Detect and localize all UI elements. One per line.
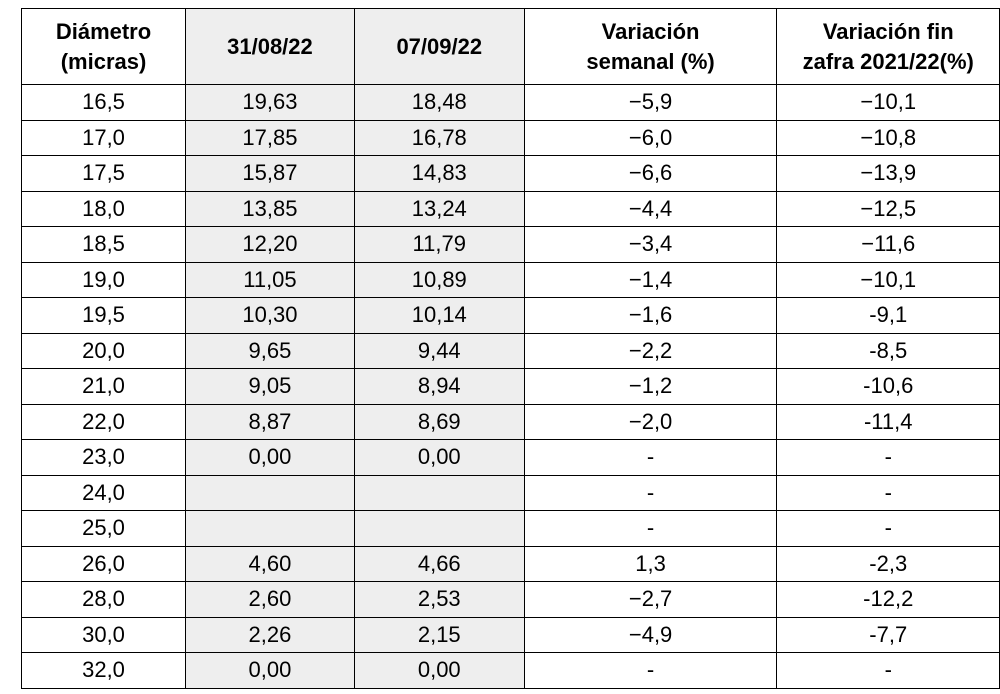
- diameter-cell: 23,0: [22, 440, 186, 476]
- date-2-cell: [354, 475, 524, 511]
- micron-price-table: [21, 8, 1000, 689]
- date-2-cell: 0,00: [354, 440, 524, 476]
- table-row: [22, 653, 1000, 689]
- date-2-cell: 14,83: [354, 156, 524, 192]
- table-row: [22, 546, 1000, 582]
- table-row: [22, 475, 1000, 511]
- season-variation-cell: −10,8: [777, 120, 1000, 156]
- table-row: [22, 617, 1000, 653]
- season-variation-cell: −10,1: [777, 85, 1000, 121]
- table-row: [22, 85, 1000, 121]
- table-body: [22, 85, 1000, 689]
- table-row: [22, 298, 1000, 334]
- date-1-cell: 15,87: [186, 156, 355, 192]
- table-row: [22, 191, 1000, 227]
- season-variation-cell: -10,6: [777, 369, 1000, 405]
- weekly-variation-cell: −2,0: [524, 404, 777, 440]
- date-1-cell: 4,60: [186, 546, 355, 582]
- date-1-cell: 12,20: [186, 227, 355, 263]
- diameter-cell: 19,5: [22, 298, 186, 334]
- weekly-variation-cell: −2,7: [524, 582, 777, 618]
- season-variation-cell: -8,5: [777, 333, 1000, 369]
- table-row: [22, 404, 1000, 440]
- table-row: [22, 369, 1000, 405]
- diameter-cell: 26,0: [22, 546, 186, 582]
- date-2-cell: [354, 511, 524, 547]
- table-row: [22, 440, 1000, 476]
- table-row: [22, 511, 1000, 547]
- date-1-cell: 19,63: [186, 85, 355, 121]
- date-2-cell: 0,00: [354, 653, 524, 689]
- date-2-cell: 8,69: [354, 404, 524, 440]
- weekly-variation-cell: 1,3: [524, 546, 777, 582]
- season-variation-cell: -2,3: [777, 546, 1000, 582]
- table-row: [22, 156, 1000, 192]
- date-1-cell: [186, 511, 355, 547]
- date-2-cell: 8,94: [354, 369, 524, 405]
- header-weekly-variation: Variación semanal (%): [524, 9, 777, 85]
- date-1-cell: 10,30: [186, 298, 355, 334]
- header-date-2: 07/09/22: [354, 9, 524, 85]
- date-2-cell: 10,14: [354, 298, 524, 334]
- date-2-cell: 11,79: [354, 227, 524, 263]
- diameter-cell: 17,0: [22, 120, 186, 156]
- date-1-cell: 9,65: [186, 333, 355, 369]
- date-1-cell: 17,85: [186, 120, 355, 156]
- weekly-variation-cell: −1,6: [524, 298, 777, 334]
- header-date-1: 31/08/22: [186, 9, 355, 85]
- date-1-cell: [186, 475, 355, 511]
- header-row: [22, 9, 1000, 85]
- diameter-cell: 28,0: [22, 582, 186, 618]
- table-row: [22, 120, 1000, 156]
- season-variation-cell: −12,5: [777, 191, 1000, 227]
- date-1-cell: 11,05: [186, 262, 355, 298]
- weekly-variation-cell: −3,4: [524, 227, 777, 263]
- weekly-variation-cell: -: [524, 475, 777, 511]
- diameter-cell: 21,0: [22, 369, 186, 405]
- season-variation-cell: -: [777, 440, 1000, 476]
- weekly-variation-cell: −1,2: [524, 369, 777, 405]
- diameter-cell: 24,0: [22, 475, 186, 511]
- weekly-variation-cell: −4,9: [524, 617, 777, 653]
- date-2-cell: 13,24: [354, 191, 524, 227]
- header-season-variation: Variación fin zafra 2021/22(%): [777, 9, 1000, 85]
- diameter-cell: 18,5: [22, 227, 186, 263]
- season-variation-cell: -11,4: [777, 404, 1000, 440]
- date-2-cell: 4,66: [354, 546, 524, 582]
- season-variation-cell: -: [777, 653, 1000, 689]
- table-row: [22, 227, 1000, 263]
- date-2-cell: 2,15: [354, 617, 524, 653]
- season-variation-cell: −11,6: [777, 227, 1000, 263]
- date-1-cell: 13,85: [186, 191, 355, 227]
- weekly-variation-cell: −4,4: [524, 191, 777, 227]
- table-row: [22, 262, 1000, 298]
- season-variation-cell: -: [777, 511, 1000, 547]
- date-2-cell: 16,78: [354, 120, 524, 156]
- diameter-cell: 16,5: [22, 85, 186, 121]
- date-1-cell: 2,26: [186, 617, 355, 653]
- diameter-cell: 17,5: [22, 156, 186, 192]
- weekly-variation-cell: −6,0: [524, 120, 777, 156]
- date-2-cell: 18,48: [354, 85, 524, 121]
- season-variation-cell: -9,1: [777, 298, 1000, 334]
- date-2-cell: 9,44: [354, 333, 524, 369]
- date-2-cell: 2,53: [354, 582, 524, 618]
- date-1-cell: 8,87: [186, 404, 355, 440]
- diameter-cell: 32,0: [22, 653, 186, 689]
- diameter-cell: 22,0: [22, 404, 186, 440]
- weekly-variation-cell: -: [524, 440, 777, 476]
- date-1-cell: 9,05: [186, 369, 355, 405]
- season-variation-cell: -7,7: [777, 617, 1000, 653]
- date-2-cell: 10,89: [354, 262, 524, 298]
- date-1-cell: 2,60: [186, 582, 355, 618]
- header-diameter: Diámetro (micras): [22, 9, 186, 85]
- date-1-cell: 0,00: [186, 440, 355, 476]
- weekly-variation-cell: −5,9: [524, 85, 777, 121]
- diameter-cell: 30,0: [22, 617, 186, 653]
- table-row: [22, 582, 1000, 618]
- weekly-variation-cell: −2,2: [524, 333, 777, 369]
- season-variation-cell: −10,1: [777, 262, 1000, 298]
- diameter-cell: 20,0: [22, 333, 186, 369]
- table-container: [21, 8, 1000, 689]
- date-1-cell: 0,00: [186, 653, 355, 689]
- weekly-variation-cell: -: [524, 511, 777, 547]
- weekly-variation-cell: −1,4: [524, 262, 777, 298]
- diameter-cell: 19,0: [22, 262, 186, 298]
- weekly-variation-cell: −6,6: [524, 156, 777, 192]
- season-variation-cell: -: [777, 475, 1000, 511]
- season-variation-cell: -12,2: [777, 582, 1000, 618]
- weekly-variation-cell: -: [524, 653, 777, 689]
- season-variation-cell: −13,9: [777, 156, 1000, 192]
- diameter-cell: 18,0: [22, 191, 186, 227]
- table-row: [22, 333, 1000, 369]
- diameter-cell: 25,0: [22, 511, 186, 547]
